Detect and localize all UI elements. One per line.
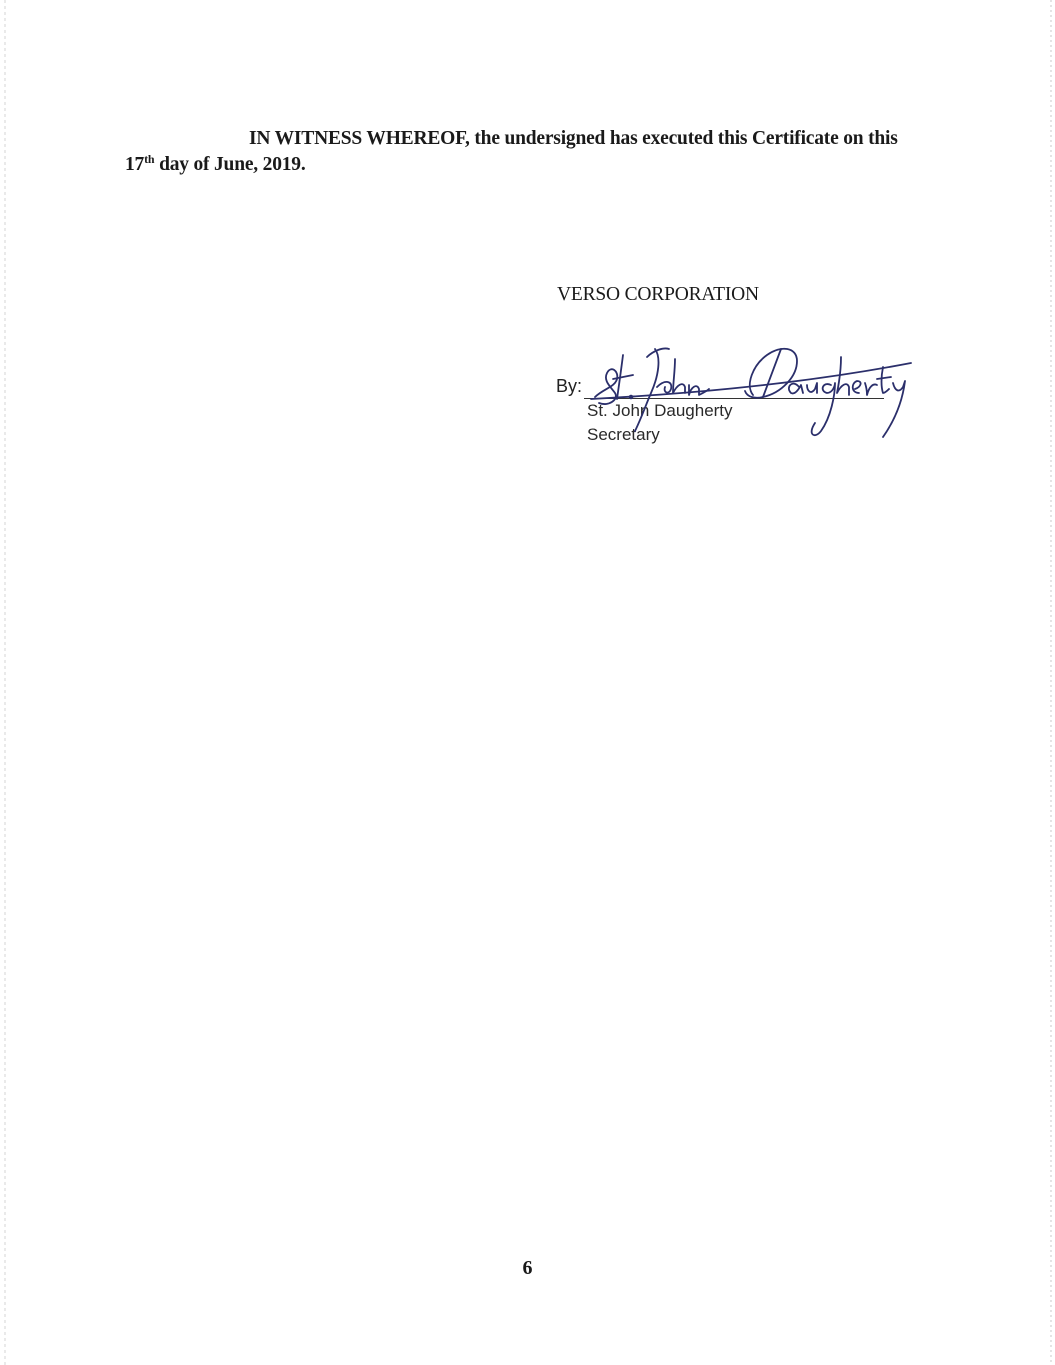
handwritten-signature [585,335,915,455]
date-text: day of June, 2019. [154,154,306,175]
witness-lead-text: IN WITNESS WHEREOF, the undersigned has executed this Certificate on this [249,128,898,149]
scan-edge-left [4,0,6,1365]
page-number: 6 [522,1257,533,1279]
day-number: 17 [125,154,145,175]
signer-title: Secretary [587,425,660,444]
signer-name: St. John Daugherty [587,401,733,420]
day-suffix: th [144,152,155,166]
by-label: By: [556,376,583,396]
company-name: VERSO CORPORATION [557,284,759,305]
scan-edge-right [1050,0,1052,1365]
witness-clause [125,126,930,178]
